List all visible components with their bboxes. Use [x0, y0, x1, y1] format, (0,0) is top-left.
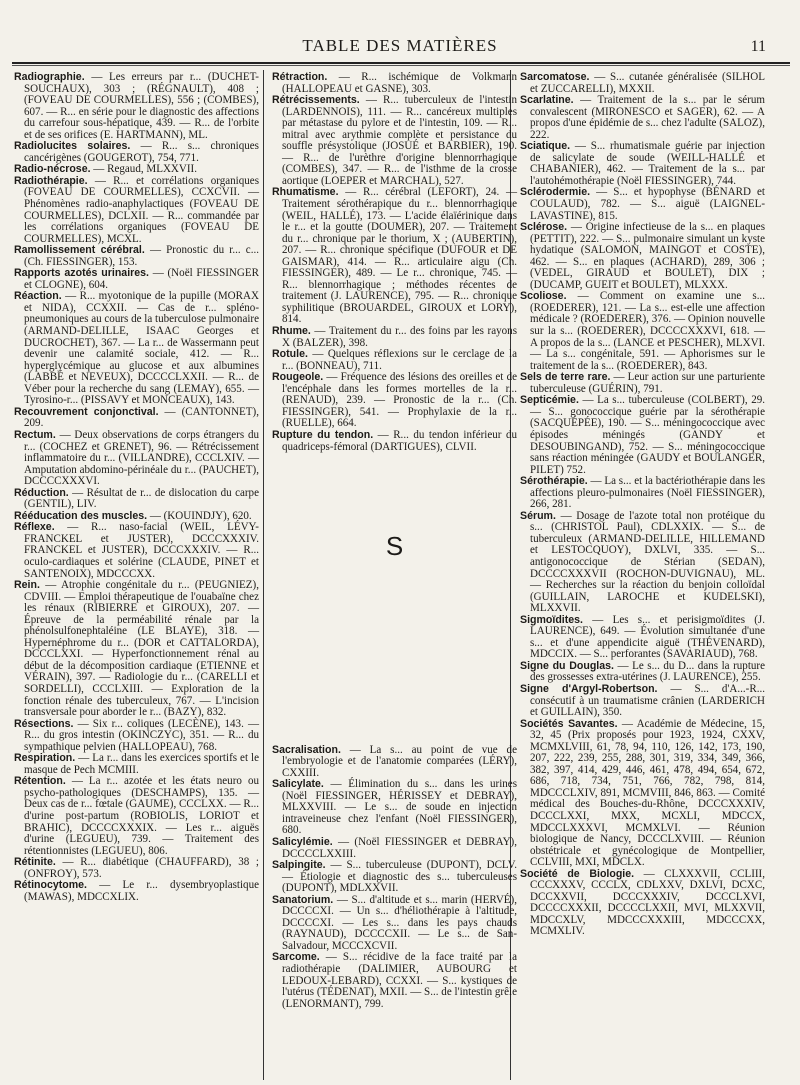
entry-headword: Réaction.: [14, 290, 62, 303]
header-rule: [12, 62, 790, 64]
entry-headword: Ramollissement cérébral.: [14, 244, 145, 257]
entry-text: — R... tuberculeux de l'intestin (LARDENNOIS), 111. — R... cancéreux multiples par métastase du pylore et de l'intestin, 109. — R... mitral avec arythmie complète et persistance du souffle présystolique (JOSUÉ et BARBIER), 190. — R... de l'urèthre d'origine blennorrhagique (COMBES), 347. — R... de l'isthme de la crosse aortique (LOEPER et MARCHAL), 527.: [282, 94, 517, 187]
entry-text: — Élimination du s... dans les urines (Noël FIESSINGER, HÉRISSEY et DEBRAY), MLXXVIII. — Le s... de soude en injection intraveineuse chez l'enfant (Noël FIESSINGER), 680.: [282, 778, 517, 837]
entry-text: — R... diabétique (CHAUFFARD), 38 ; (ONFROY), 573.: [24, 856, 259, 880]
entry-text: — Atrophie congénitale du r... (PEUGNIEZ), CDVIII. — Emploi thérapeutique de l'ouabaïne chez les rénaux (RIBIERRE et GIROUX), 207. — Épreuve de la perméabilité rénale par la phénolsulfonephtaléine (LE BLAYE), 318. — Hypernéphrome du r... (DOR et CATTALORDA), DCCCLXXI. — Hyperfonctionnement rénal au début de la décomposition cardiaque (ETIENNE et VÉRAIN), 397. — Radiologie du r... (CARELLI et SORDELLI), CCCLXIII. — Exploration de la fonction rénale des tuberculeux, 767. — L'incision transversale pour aborder le r... (BAZY), 832.: [24, 579, 259, 719]
entry-headword: Rétrécissements.: [272, 94, 360, 107]
entry-text: — S... d'A...-R... consécutif à un traumatisme crânien (LARDERICH et GUILLAIN), 350.: [530, 682, 766, 719]
entry-headword: Rectum.: [14, 428, 56, 441]
entry-text: — R... s... chroniques cancérigènes (GOUGEROT), 754, 771.: [24, 140, 259, 164]
entry-headword: Sels de terre rare.: [520, 371, 611, 384]
entry-headword: Sciatique.: [520, 140, 571, 153]
entry-text: — La s... tuberculeuse (COLBERT), 29. — S... gonococcique guérie par la sérothérapie (SACQUÉPÉE), 190. — S... méningococcique avec épisodes méningés (GANDY et DESOUBINGAND), 752. — S... méningococcique sans réaction méningée (GAUDY et BOULANGER, PILET) 752.: [530, 394, 765, 476]
entry-headword: Réduction.: [14, 486, 69, 499]
entry-headword: Salicylate.: [272, 778, 324, 791]
entry-text: — Regaud, MLXXVII.: [90, 163, 197, 176]
index-entry: [520, 661, 765, 684]
entry-headword: Scarlatine.: [520, 94, 574, 107]
entry-headword: Réflexe.: [14, 521, 55, 534]
index-entry: [520, 684, 765, 719]
page-title: TABLE DES MATIÈRES: [302, 36, 498, 55]
entry-headword: Radiographie.: [14, 71, 85, 83]
entry-text: — La r... dans les exercices sportifs et le masque de Pech MCMIII.: [24, 752, 259, 776]
entry-headword: Rétention.: [14, 775, 66, 788]
entry-headword: Signe du Douglas.: [520, 659, 614, 672]
entry-headword: Rougeole.: [272, 371, 324, 384]
index-column-1: [14, 72, 259, 903]
entry-headword: Signe d'Argyl-Robertson.: [520, 682, 658, 695]
entry-text: — Deux observations de corps étrangers du r... (COCHEZ et GRENET), 96. — Rétrécissement inflammatoire du r... (VILLANDRE), CCCLXIV. — Amputation abdomino-périnéale du r... (PAUCHET), DCCCCXXXVI.: [24, 428, 259, 488]
entry-text: — Six r... coliques (LECÈNE), 143. — R... du gros intestin (OKINCZYC), 351. — R... du sympathique pelvien (HALLOPEAU), 768.: [24, 717, 259, 753]
index-entry: [520, 511, 765, 615]
entry-headword: Radiothérapie.: [14, 174, 88, 187]
entry-headword: Rhume.: [272, 325, 311, 338]
entry-headword: Société de Biologie.: [520, 867, 635, 880]
entry-headword: Rapports azotés urinaires.: [14, 267, 149, 280]
index-entry: [272, 349, 517, 372]
entry-text: — CLXXXVII, CCLIII, CCCXXXV, CCCLX, CDLXXV, DXLVI, DCXC, DCCXXVII, DCCCXXXIV, DCCCLXVI, DCCCCXXXII, DCCCCLXXII, MVI, MLXXVII, MDCCXLV, MDCCCXXXIII, MDCCCXX, MCMXLIV.: [530, 867, 765, 938]
entry-text: — (KOUINDJY), 620.: [147, 509, 252, 522]
entry-headword: Sarcomatose.: [520, 71, 590, 83]
index-entry: [520, 141, 765, 187]
entry-headword: Résections.: [14, 717, 74, 730]
entry-text: — Leur action sur une parturiente tuberculeuse (GUÉRIN), 791.: [530, 371, 765, 395]
index-entry: [272, 430, 517, 453]
entry-text: — Pronostic du r... c... (Ch. FIESSINGER), 153.: [24, 244, 259, 268]
entry-headword: Respiration.: [14, 752, 76, 765]
entry-text: — R... du tendon inférieur du quadriceps-fémoral (DARTIGUES), CLVII.: [282, 428, 517, 453]
entry-headword: Rotule.: [272, 348, 308, 361]
index-column-3: [520, 72, 765, 938]
entry-headword: Salpingite.: [272, 859, 326, 872]
entry-text: — Les s... et perisigmoïdites (J. LAURENCE), 649. — Évolution simultanée d'une s... et d'une appendicite aiguë (THÉVENARD), MDCCIX. — S... perforantes (SAVARIAUD), 768.: [530, 613, 765, 661]
index-entry: [520, 222, 765, 291]
entry-text: — R... ischémique de Volkmann (HALLOPEAU et GASNE), 303.: [282, 71, 517, 95]
entry-text: — Académie de Médecine, 15, 32, 45 (Prix proposés pour 1923, 1924, CXXV, MCMXLVIII, 61, 78, 94, 110, 126, 142, 173, 190, 207, 222, 239, 255, 288, 301, 319, 334, 349, 366, 382, 397, 414, 429, 446, 461, 478, 494, 654, 672, 686, 718, 734, 751, 766, 782, 798, 814, MDCCCLXIV, 891, MCMVIII, 846, 863. — Comité médical des Bouches-du-Rhône, DCCCXXXIV, DCCCLXXI, MXX, MCXLI, MDCCX, MDCCLXXXVI, MCMXLVI. — Réunion biologique de Nancy, DCCCLXVIII. — Réunion obstétricale et gynécologique de Montpellier, CCLVIII, MXI, MDCLX.: [530, 717, 765, 869]
entry-text: — R... naso-facial (WEIL, LÉVY-FRANCKEL et JUSTER), DCCCXXXIV. FRANCKEL et JUSTER), DCCCXXXIV. — R... oculo-cardiaques et solérine (CLAUDE, PINET et SANTENOIX), MDCCCXX.: [24, 521, 259, 580]
index-entry: [520, 615, 765, 661]
entry-text: — S... tuberculeuse (DUPONT), DCLV. — Étiologie et diagnostic des s... tuberculeuses (DUPONT), MDLXXVII.: [282, 859, 517, 895]
page-number: 11: [750, 38, 766, 55]
index-entry: [272, 952, 517, 1010]
index-entry: [272, 72, 517, 95]
entry-text: — La s... et la bactériothérapie dans les affections pleuro-pulmonaires (Noël FIESSINGER), 266, 281.: [530, 475, 765, 511]
entry-text: — S... rhumatismale guérie par injection de salicylate de soude (WEILL-HALLÉ et CHABANIER), 462. — Traitement de la s... par l'autohémothérapie (Noël FIESSINGER), 744.: [530, 140, 765, 187]
entry-text: — (CANTONNET), 209.: [24, 405, 259, 430]
index-entry: [14, 245, 259, 268]
index-entry: [272, 895, 517, 953]
index-entry: [14, 407, 259, 430]
entry-text: — R... myotonique de la pupille (MORAX et NIDA), CCXXII. — Cas de r... spléno-pneumoniques au cours de la tuberculose pulmonaire (ARMAND-DELILLE, ISAAC Georges et DUCROCHET), 367. — La r... de Wassermann peut devenir une calamité sociale, 412. — R... hyperglycémique au glucose et aux albumines (LABBÉ et NEVEUX), DCCCCLXXII. — R... de Véber pour la recherche du sang (LEMAY), 655. — Tyrosino-r... (PISSAVY et MONCEAUX), 143.: [24, 290, 259, 407]
entry-text: — S... d'altitude et s... marin (HERVÉ), DCCCCXI. — Un s... d'héliothérapie à l'altitude, DCCCCXI. — Les s... dans les pays chauds (RAYNAUD), DCCCCXII. — Le s... de San-Salvadour, MCCCXCVII.: [282, 893, 517, 952]
index-entry: [14, 753, 259, 776]
entry-text: — R... cérébral (LEFORT), 24. — Traitement sérothérapique du r... blennorrhagique (WEIL, HALLÉ), 173. — L'acide élaïérinique dans le r... et la goutte (DOUMER), 207. — Traitement du r... chronique par le thorium, X ; (AUBERTIN), 207. — R... chronique spécifique (DUFOUR et DE GAISMAR), 414. — R... articulaire aigu (Ch. FIESSINGER), 489. — Le r... chronique, 745. — R... blennorrhagique ; méthodes récentes de traitement (J. LAURENCE), 795. — R... chronique syphilitique (BROUARDEL, GIROUX et LORY), 814.: [282, 186, 517, 326]
index-entry: [520, 476, 765, 511]
index-entry: [520, 72, 765, 95]
entry-text: — Traitement du r... des foins par les rayons X (BALZER), 398.: [282, 325, 517, 349]
entry-headword: Recouvrement conjonctival.: [14, 405, 159, 418]
index-entry: [272, 745, 517, 780]
entry-text: — Traitement de la s... par le sérum convalescent (MIRONESCO et SAGER), 62. — A propos d'une épidémie de s... chez l'adulte (SALOZ), 222.: [530, 94, 765, 141]
index-entry: [272, 187, 517, 326]
entry-text: — S... récidive de la face traité par la radiothérapie (DALIMIER, AUBOURG et LEDOUX-LEBARD), CCXXI. — S... kystiques de l'utérus (TÉDENAT), MXII. — S... de l'intestin grêle (LENORMANT), 799.: [282, 951, 517, 1010]
entry-text: — Origine infectieuse de la s... en plaques (PETTIT), 222. — S... pulmonaire simulant un kyste hydatique (SALOMON, MAINGOT et COSTE), 462. — S... en plaques (ACHARD), 289, 306 ; (VEDEL, GIRAUD et BOULET), DIX ; (DUCAMP, GUEIT et BOULET), MLXXX.: [530, 221, 765, 291]
index-entry: [14, 719, 259, 754]
index-entry: [272, 95, 517, 187]
index-entry: [14, 176, 259, 245]
entry-headword: Radio-nécrose.: [14, 163, 91, 176]
index-entry: [14, 430, 259, 488]
entry-headword: Sociétés Savantes.: [520, 717, 618, 730]
entry-text: — Dosage de l'azote total non protéique du s... (CHRISTOL Paul), CDLXXIX. — S... de tuberculeux (ARMAND-DELILLE, HILLEMAND et LESTOCQUOY), DXLVI, 335. — S... antigonococcique de Stérian (SEDAN), DCCCCXXXVII (ROCHON-DUVIGNAU), ML. — Recherches sur la réaction du benjoin colloïdal (GUILLAIN, LAROCHE et KUDELSKI), MLXXVII.: [530, 509, 765, 615]
index-entry: [14, 776, 259, 857]
entry-headword: Sacralisation.: [272, 743, 341, 756]
index-entry: [14, 72, 259, 141]
page-header: [0, 0, 800, 62]
entry-text: — Les erreurs par r... (DUCHET-SOUCHAUX), 303 ; (RÉGNAULT), 408 ; (FOVEAU DE COURMELLES), 556 ; (COMBES), 607. — R... en série pour le diagnostic des affections du carrefour sous-hépatique, 439. — R... de l'orbite et de ses orifices (E. HARTMANN), ML.: [24, 71, 259, 141]
entry-headword: Rupture du tendon.: [272, 428, 374, 441]
entry-text: — (Noël FIESSINGER et CLOGNE), 604.: [24, 267, 259, 291]
index-entry: [520, 372, 765, 395]
entry-text: — (Noël FIESSINGER et DEBRAY), DCCCCLXXIII.: [282, 835, 517, 860]
index-entry: [14, 522, 259, 580]
entry-headword: Rhumatisme.: [272, 186, 339, 199]
entry-text: — Le s... du D... dans la rupture des grossesses extra-utérines (J. LAURENCE), 255.: [530, 659, 766, 684]
entry-headword: Sclérose.: [520, 221, 568, 234]
entry-text: — Comment on examine une s... (ROEDERER), 121. — La s... est-elle une affection médicale ? (ROEDERER), 376. — Opinion nouvelle sur la s... (ROEDERER), DCCCCXXXVI, 618. — A propos de la s... (LANCE et PESCHER), MLXVI. — La s... congénitale, 591. — Aphorismes sur le traitement de la s... (ROEDERER), 843.: [530, 290, 765, 372]
entry-headword: Salicylémie.: [272, 835, 333, 848]
index-entry: [272, 326, 517, 349]
entry-text: — R... et corrélations organiques (FOVEAU DE COURMELLES), CCXCVII. — Phénomènes radio-anaphylactiques (FOVEAU DE COURMELLES), DCLXII. — R... commandée par les corrélations organiques (FOVEAU DE COURMELLES), MCXL.: [24, 174, 259, 245]
index-entry: [520, 187, 765, 222]
entry-text: — La r... azotée et les états neuro ou psycho-pathologiques (DESCHAMPS), 135. — Deux cas de r... fœtale (GAUME), CCCLXX. — R... d'urine post-partum (ROBIOLIS, LORIOT et BRAHIC), DCCCCXXXIX. — Les r... aiguës d'urine (LEGUEU), 739. — Traitement des rétentionnistes (LEGUEU), 806.: [24, 775, 259, 857]
index-entry: [272, 779, 517, 837]
index-entry: [14, 268, 259, 291]
entry-text: — S... cutanée généralisée (SILHOL et ZUCCARELLI), MXXII.: [530, 71, 765, 95]
index-entry: [520, 291, 765, 372]
entry-headword: Radiolucites solaires.: [14, 140, 131, 153]
entry-headword: Sanatorium.: [272, 893, 334, 906]
index-entry: [520, 95, 765, 141]
entry-text: — Quelques réflexions sur le cerclage de la r... (BONNEAU), 711.: [282, 348, 517, 372]
entry-text: — La s... au point de vue de l'embryologie et de l'anatomie comparées (LÉRY), CXXIII.: [282, 743, 517, 779]
entry-headword: Septicémie.: [520, 394, 579, 407]
section-letter: S: [385, 531, 404, 562]
entry-headword: Rein.: [14, 579, 40, 592]
entry-headword: Sérothérapie.: [520, 475, 588, 488]
entry-text: — Fréquence des lésions des oreilles et de l'encéphale dans les formes mortelles de la r... (RENAUD), 239. — Pronostic de la r... (Ch. FIESSINGER), 541. — Prophylaxie de la r... (RUELLE), 664.: [282, 371, 517, 430]
index-entry: [14, 880, 259, 903]
index-entry: [14, 291, 259, 406]
entry-headword: Sigmoïdites.: [520, 613, 583, 626]
entry-headword: Rétinite.: [14, 856, 56, 869]
index-entry: [272, 837, 517, 860]
entry-headword: Rééducation des muscles.: [14, 509, 148, 522]
entry-text: — S... et hypophyse (BÉNARD et COULAUD), 782. — S... aiguë (LAIGNEL-LAVASTINE), 815.: [530, 186, 765, 222]
index-entry: [520, 869, 765, 938]
index-entry: [14, 488, 259, 511]
entry-headword: Sarcome.: [272, 951, 320, 964]
entry-text: — Le r... dysembryoplastique (MAWAS), MDCCXLIX.: [24, 879, 259, 903]
entry-headword: Sérum.: [520, 509, 556, 522]
entry-text: — Résultat de r... de dislocation du carpe (GENTIL), LIV.: [24, 486, 259, 511]
index-entry: [272, 372, 517, 430]
index-entry: [14, 580, 259, 719]
index-entry: [272, 860, 517, 895]
entry-headword: Rétraction.: [272, 71, 328, 83]
index-entry: [14, 141, 259, 164]
column-divider-1: [263, 70, 264, 1080]
entry-headword: Rétinocytome.: [14, 879, 87, 892]
index-entry: [520, 395, 765, 476]
header-rule-thin: [12, 65, 790, 66]
entry-headword: Sclérodermie.: [520, 186, 591, 199]
index-column-2: [272, 72, 517, 1010]
index-entry: [14, 857, 259, 880]
index-entry: [520, 719, 765, 869]
entry-headword: Scoliose.: [520, 290, 567, 303]
